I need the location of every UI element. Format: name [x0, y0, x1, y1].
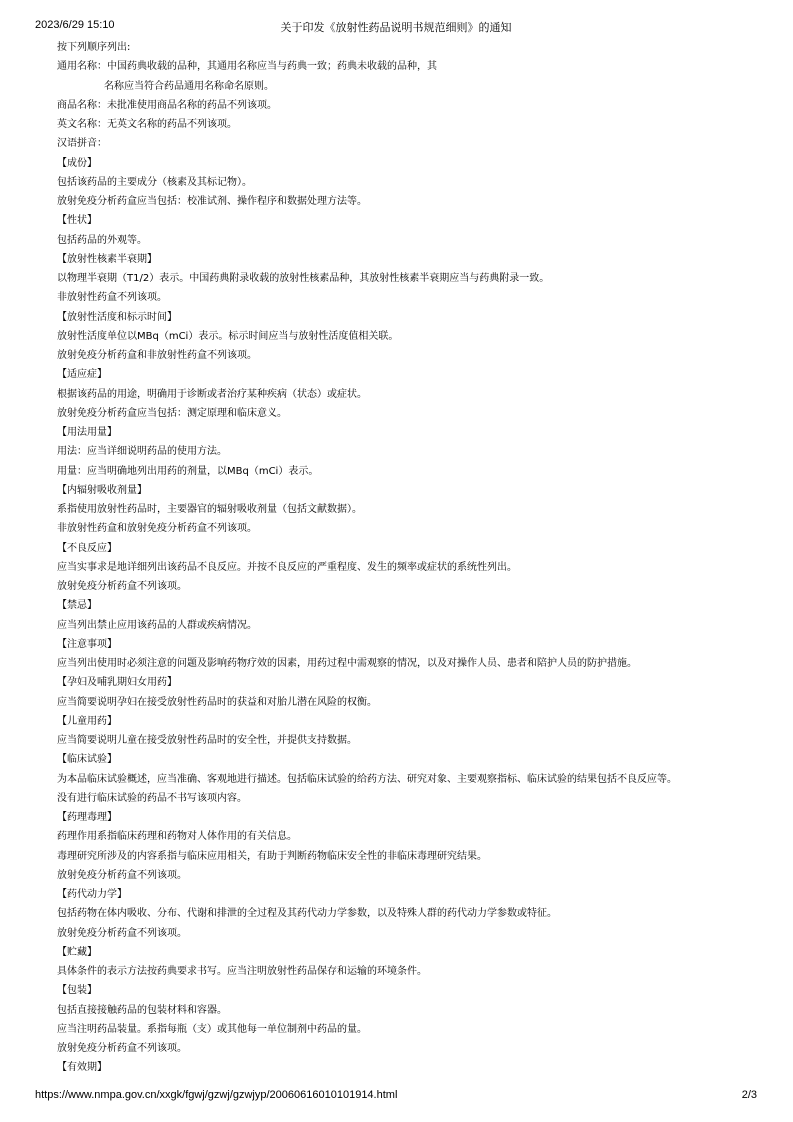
text-line: 为本品临床试验概述，应当准确、客观地进行描述。包括临床试验的给药方法、研究对象、主要观察指标、临床试验的结果包括不良反应等。: [57, 773, 677, 785]
text-line: 放射性活度单位以MBq（mCi）表示。标示时间应当与放射性活度值相关联。: [57, 330, 399, 342]
text-line: 放射免疫分析药盒不列该项。: [57, 1043, 187, 1054]
section-heading: 【药理毒理】: [57, 812, 117, 823]
section-heading: 【有效期】: [57, 1062, 107, 1074]
text-line: 应当列出禁止应用该药品的人群或疾病情况。: [57, 619, 257, 631]
section-heading: 【性状】: [57, 215, 97, 227]
text-line: 名称应当符合药品通用名称命名原则。: [104, 80, 274, 92]
text-line: 应当简要说明儿童在接受放射性药品时的安全性，并提供支持数据。: [57, 735, 357, 746]
section-heading: 【药代动力学】: [57, 889, 127, 900]
text-line: 包括该药品的主要成分（核素及其标记物）。: [57, 176, 252, 188]
text-line: 非放射性药盒和放射免疫分析药盒不列该项。: [57, 523, 257, 535]
document-body: [57, 38, 757, 1078]
text-line: 汉语拼音：: [57, 138, 107, 150]
print-datetime: 2023/6/29 15:10: [35, 19, 115, 31]
section-heading: 【用法用量】: [57, 427, 117, 438]
section-heading: 【孕妇及哺乳期妇女用药】: [57, 677, 177, 689]
text-line: 放射免疫分析药盒和非放射性药盒不列该项。: [57, 350, 257, 361]
text-line: 系指使用放射性药品时，主要器官的辐射吸收剂量（包括文献数据）。: [57, 504, 362, 515]
text-line: 用量：应当明确地列出用药的剂量，以MBq（mCi）表示。: [57, 465, 319, 477]
text-line: 英文名称：无英文名称的药品不列该项。: [57, 119, 237, 130]
text-line: 毒理研究所涉及的内容系指与临床应用相关，有助于判断药物临床安全性的非临床毒理研究结果。: [57, 850, 487, 862]
section-heading: 【儿童用药】: [57, 715, 117, 727]
print-footer: [35, 1089, 757, 1105]
text-line: 具体条件的表示方法按药典要求书写。应当注明放射性药品保存和运输的环境条件。: [57, 966, 427, 977]
section-heading: 【内辐射吸收剂量】: [57, 484, 147, 496]
text-line: 包括药物在体内吸收、分布、代谢和排泄的全过程及其药代动力学参数，以及特殊人群的药代动力学参数或特征。: [57, 908, 557, 920]
page-url: https://www.nmpa.gov.cn/xxgk/fgwj/gzwj/gzwjyp/20060616010101914.html: [35, 1089, 398, 1101]
text-line: 没有进行临床试验的药品不书写该项内容。: [57, 792, 247, 804]
text-line: 放射免疫分析药盒应当包括：测定原理和临床意义。: [57, 407, 287, 419]
section-heading: 【放射性核素半衰期】: [57, 253, 157, 265]
text-line: 按下列顺序列出:: [57, 42, 131, 53]
section-heading: 【成份】: [57, 157, 97, 169]
text-line: 药理作用系指临床药理和药物对人体作用的有关信息。: [57, 831, 297, 843]
text-line: 包括药品的外观等。: [57, 234, 147, 246]
text-line: 放射免疫分析药盒应当包括：校准试剂、操作程序和数据处理方法等。: [57, 196, 367, 207]
text-line: 商品名称：未批准使用商品名称的药品不列该项。: [57, 99, 277, 111]
section-heading: 【放射性活度和标示时间】: [57, 311, 177, 323]
section-heading: 【适应症】: [57, 369, 107, 381]
section-heading: 【包装】: [57, 985, 97, 997]
text-line: 应当实事求是地详细列出该药品不良反应。并按不良反应的严重程度、发生的频率或症状的系统性列出。: [57, 561, 517, 573]
section-heading: 【贮藏】: [57, 946, 97, 958]
section-heading: 【不良反应】: [57, 542, 117, 554]
text-line: 放射免疫分析药盒不列该项。: [57, 869, 187, 881]
text-line: 放射免疫分析药盒不列该项。: [57, 927, 187, 939]
text-line: 以物理半衰期（T1/2）表示。中国药典附录收载的放射性核素品种，其放射性核素半衰期应当与药典附录一致。: [57, 273, 550, 284]
text-line: 用法：应当详细说明药品的使用方法。: [57, 446, 227, 458]
text-line: 根据该药品的用途，明确用于诊断或者治疗某种疾病（状态）或症状。: [57, 388, 367, 400]
text-line: 包括直接接触药品的包装材料和容器。: [57, 1004, 227, 1016]
print-header: [35, 19, 757, 35]
section-heading: 【禁忌】: [57, 600, 97, 612]
text-line: 放射免疫分析药盒不列该项。: [57, 581, 187, 592]
section-heading: 【临床试验】: [57, 754, 117, 766]
text-line: 应当列出使用时必须注意的问题及影响药物疗效的因素，用药过程中需观察的情况，以及对操作人员、患者和陪护人员的防护措施。: [57, 658, 637, 669]
text-line: 通用名称：中国药典收载的品种，其通用名称应当与药典一致；药典未收载的品种，其: [57, 61, 437, 73]
text-line: 非放射性药盒不列该项。: [57, 292, 167, 304]
document-title: 关于印发《放射性药品说明书规范细则》的通知: [280, 22, 512, 34]
section-heading: 【注意事项】: [57, 638, 117, 650]
text-line: 应当简要说明孕妇在接受放射性药品时的获益和对胎儿潜在风险的权衡。: [57, 696, 377, 708]
text-line: 应当注明药品装量。系指每瓶（支）或其他每一单位制剂中药品的量。: [57, 1023, 367, 1035]
page-number: 2/3: [741, 1089, 757, 1101]
